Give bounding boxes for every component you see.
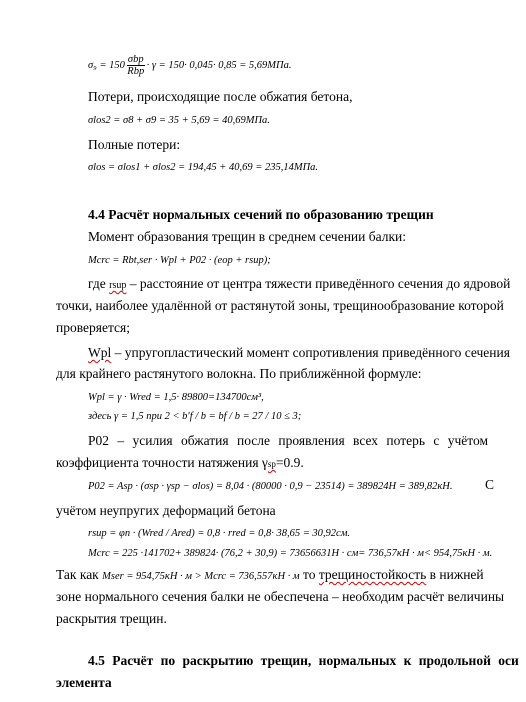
heading-4-5-line1: 4.5 Расчёт по раскрытию трещин, нормальных к продольной оси [88,653,519,668]
wpl-text: – упругопластический момент сопротивления приведённого сечения [111,345,510,360]
formula-sigma9 [88,54,292,77]
formula-sigma9-lead: σ₉ = 150 [88,59,125,71]
paragraph-moment: Момент образования трещин в среднем сечении балки: [88,229,407,244]
formula-rsup: rsup = φn · (Wred / Ared) = 0,8 · rred = 0,8· 38,65 = 30,92см. [88,528,351,539]
formula-p02: P02 = Asp · (σsp · γsp − σlos) = 8,04 · (80000 · 0,9 − 23514) = 389824Н = 389,82кН. [88,481,453,492]
paragraph-wpl-line2: для крайнего растянутого волокна. По приближённой формуле: [56,366,422,381]
paragraph-wpl-line1 [88,345,510,361]
formula-wpl: Wpl = γ · Wred = 1,5· 89800=134700см³, [88,392,264,403]
paragraph-where-line2: точки, наиболее удалённой от растянутой зоны, трещинообразование которой [56,298,504,313]
paragraph-inelastic: учётом неупругих деформаций бетона [56,503,276,518]
spellcheck-flagged-word: Wpl [88,345,112,360]
paragraph-losses-after: Потери, происходящие после обжатия бетона, [88,89,353,104]
formula-sigma-los: σlos = σlos1 + σlos2 = 194,45 + 40,69 = 235,14МПа. [88,162,319,173]
formula-sigma9-fraction [127,54,145,77]
paragraph-where-line1 [88,276,510,294]
since-inequality: Mser = 954,75кН · м > Mcrc = 736,557кН · м [102,571,300,582]
formula-here: здесь γ = 1,5 при 2 < b′f / b = bf / b = 27 / 10 ≤ 3; [88,411,302,422]
heading-4-4: 4.4 Расчёт нормальных сечений по образованию трещин [88,207,434,222]
fraction-numerator: σbp [127,54,144,65]
spellcheck-flagged-word: трещиностойкость [318,567,427,582]
paragraph-since-line3: раскрытия трещин. [56,611,167,626]
since-lead: Так как [56,567,103,582]
paragraph-since-line2: зоне нормального сечения балки не обеспечена – необходим расчёт величины [56,589,505,604]
paragraph-where-line3: проверяется; [56,320,130,335]
formula-p02-continuation: С [485,477,495,492]
p02-coefficient-text: коэффициента точности натяжения γ [56,455,268,470]
paragraph-p02-line1: P02 – усилия обжатия после проявления всех потерь с учётом [88,433,489,448]
since-tail: в нижней [426,567,484,582]
formula-mcrc-value: Mcrc = 225 ·141702+ 389824· (76,2 + 30,9) = 73656631Н · см= 736,57кН · м< 954,75кН · м. [88,548,493,559]
where-lead: где [88,276,110,291]
where-text: – расстояние от центра тяжести приведённого сечения до ядровой [126,276,511,291]
fraction-denominator: Rbp [127,66,145,77]
paragraph-p02-line2 [56,455,304,472]
spellcheck-flagged-word: sp [267,459,276,469]
formula-sigma9-tail: · γ = 150· 0,045· 0,85 = 5,69МПа. [146,59,292,71]
paragraph-full-losses: Полные потери: [88,137,181,152]
paragraph-since-line1 [56,567,484,585]
formula-mcrc: Mcrc = Rbt,ser · Wpl + P02 · (eop + rsup); [88,255,271,266]
p02-coefficient-value: =0.9. [275,455,304,470]
formula-sigma-los2: σlos2 = σ8 + σ9 = 35 + 5,69 = 40,69МПа. [88,115,270,126]
spellcheck-flagged-word: rsup [109,280,127,291]
since-then: то [299,567,319,582]
heading-4-5-line2: элемента [56,675,112,690]
